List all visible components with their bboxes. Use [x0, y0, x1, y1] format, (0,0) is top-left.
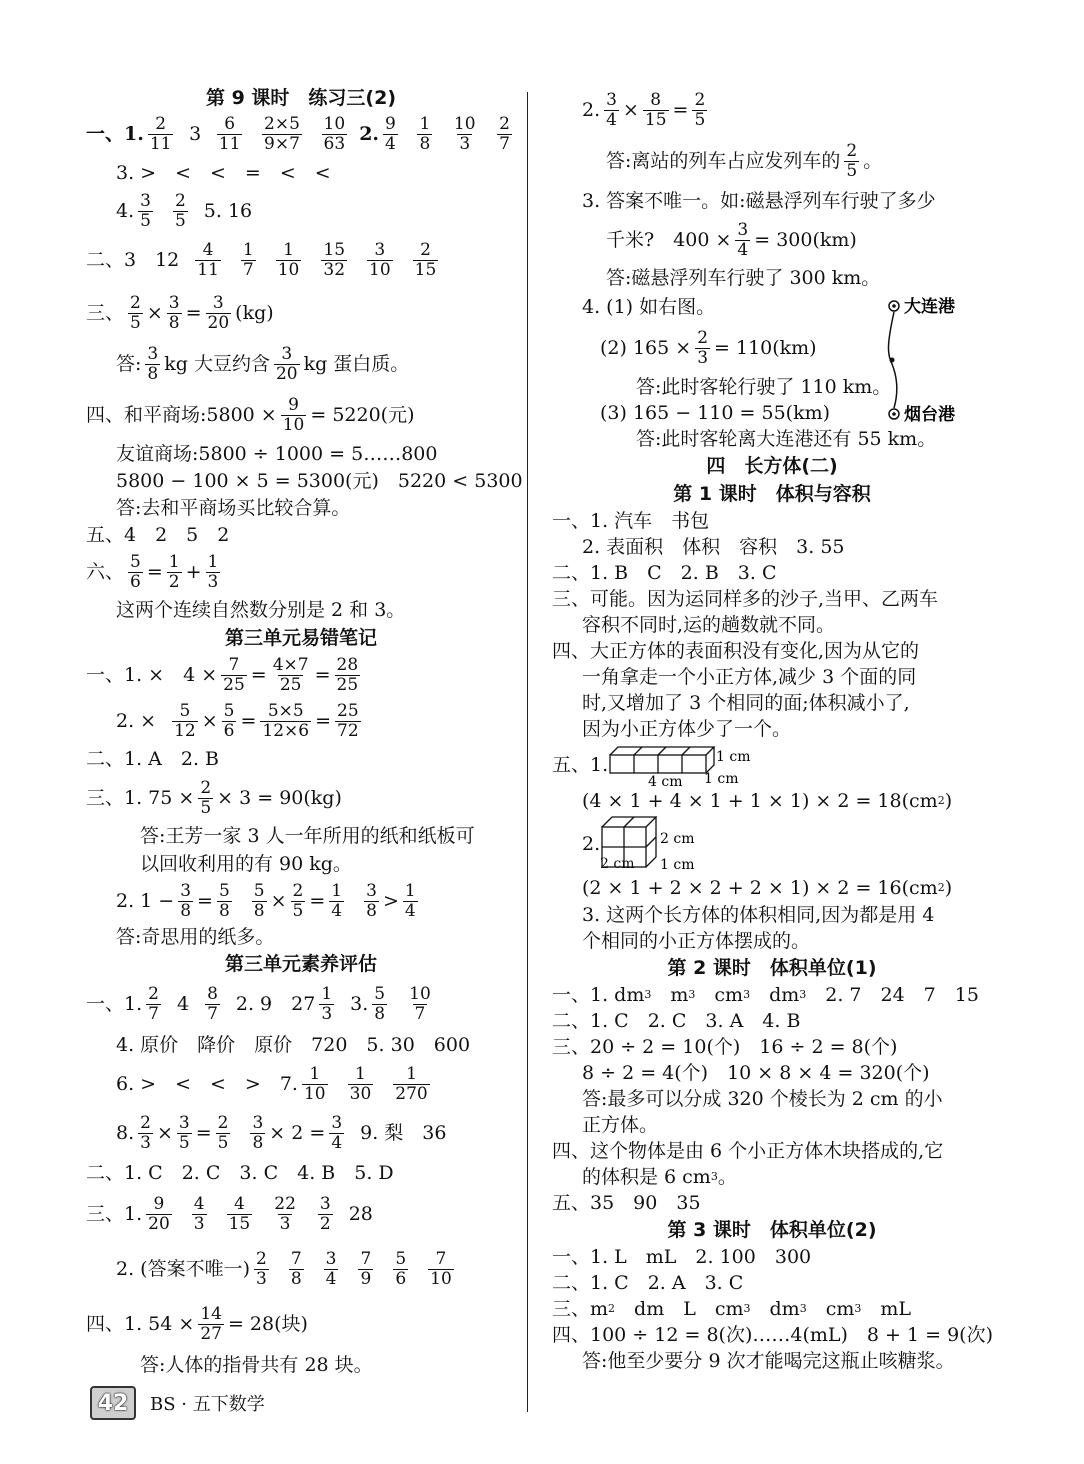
answer-line: 答:离站的列车占应发列车的 2 5 。 — [606, 140, 883, 181]
book-label: BS · 五下数学 — [150, 1394, 265, 1415]
section-heading: 第 1 课时 体积与容积 — [673, 483, 871, 505]
answer-line: 三、20 ÷ 2 = 10(个) 16 ÷ 2 = 8(个) — [552, 1036, 898, 1058]
answer-line: 答:磁悬浮列车行驶了 300 km。 — [606, 267, 881, 289]
answer-line: 三、 $\frac{2}{5}$ × $\frac{3}{8}$ = $\frac{3}{20}$ (kg) — [86, 292, 274, 333]
answer-line: 答:此时客轮行驶了 110 km。 — [636, 376, 892, 398]
answer-line: 一、1. L mL 2. 100 300 — [552, 1246, 812, 1268]
answer-line: 2. 2 cm 1 cm — [552, 814, 992, 874]
answer-line: 因为小正方体少了一个。 — [582, 718, 792, 740]
answer-line: 四、100 ÷ 12 = 8(次)……4(mL) 8 + 1 = 9(次) — [552, 1324, 993, 1346]
width-label: 1 cm — [704, 771, 739, 787]
column-divider — [527, 92, 528, 1412]
answer-line: 一角拿走一个小正方体,减少 3 个面的同 — [582, 666, 917, 688]
answer-line: 三、可能。因为运同样多的沙子,当甲、乙两车 — [552, 588, 939, 610]
answer-line: 一、1. 2 11 3 6 11 2×5 9×7 10 63 2. 9 4 1 8 10 3 2 7 — [86, 113, 510, 154]
height-label: 2 cm — [660, 831, 695, 847]
answer-line: 2. 表面积 体积 容积 3. 55 — [582, 536, 845, 558]
answer-line: (3) 165 − 110 = 55(km) — [600, 402, 831, 424]
answer-line: 四、和平商场:5800 × $\frac{9}{10}$ = 5220(元) — [86, 394, 415, 435]
page-number: 42 — [90, 1386, 136, 1420]
right-column: 2. $\frac{3}{4}$ × $\frac{8}{15}$ = $\frac{2}{5}$ 答:离站的列车占应发列车的 2 5 。 3. 答案不唯一。如:磁悬浮列车行驶了多少 千米? 400 × $\frac{3}{4}$ = 300(km) 答:磁悬浮列车行驶了 300 km。 大连港 烟台港 4. (1) 如右图。 (2) 165 × $\frac{2}{3}$ = 110(km) 答:此时客轮行驶了 110 km。 (3) 165 − 110 = 55(km) 答:此时客轮离大连港还有 55 km。 四 长方体(二) 第 1 课时 体积与容积 一、1. 汽车 书包 2. 表面积 体积 容积 3. 55 二、1. B C 2. B 3. C 三、可能。因为运同样多的沙子,当甲、乙两车 容积不同时,运的趟数就不同。 四、大正方体的表面积没有变化,因为从它的 一角拿走一个小正方体,减少 3 个面的同 时,又增加了 3 个相同的面;体积减小了, 因为小正方体少了一个。 五、1. 1 cm 4 cm 1 cm (4 × 1 + 4 × 1 + 1 × 1) × 2 = 18(cm 2 ) 2. 2 cm 1 cm 2 cm (2 × 1 + 2 × 2 + 2 × 1) × 2 = 16(cm 2 ) 3. 这两个长方体的体积相同,因为都是用 4 个相同的小正方体摆成的。 第 2 课时 体积单位(1) 一、1. dm 3 m 3 cm 3 dm 3 2. 7 24 7 15 二、1. C 2. C 3. A 4. B 三、20 ÷ 2 = 10(个) 16 ÷ 2 = 8(个) 8 ÷ 2 = 4(个) 10 × 8 × 4 = 320(个) 答:最多可以分成 320 个棱长为 2 cm 的小 正方体。 四、这个物体是由 6 个小正方体木块搭成的,它 的体积是 6 cm 3 。 五、35 90 35 第 3 课时 体积单位(2) 一、1. L mL 2. 100 300 二、1. C 2. A 3. C 三、m 2 dm L cm 3 dm 3 cm 3 mL 四、100 ÷ 12 = 8(次)……4(mL) 8 + 1 = 9(次) 答:他至少要分 9 次才能喝完这瓶止咳糖浆。 — [552, 84, 992, 1374]
answer-line: 二、1. C 2. A 3. C — [552, 1272, 744, 1294]
answer-line: 的体积是 6 cm 3 。 — [582, 1166, 737, 1188]
answer-line: 2. 1 − $\frac{3}{8}$ = $\frac{5}{8}$ $\frac{5}{8}$ × $\frac{2}{5}$ = $\frac{1}{4}$ 3 8 > 1 4 — [116, 880, 416, 921]
answer-line: 5800 − 100 × 5 = 5300(元) 5220 < 5300 — [116, 469, 523, 492]
answer-line: 一、1. × 4 × $\frac{7}{25}$ = $\frac{4\times 7}{25}$ = $\frac{28}{25}$ — [86, 654, 359, 695]
answer-line: (2) 165 × $\frac{2}{3}$ = 110(km) — [600, 327, 817, 368]
section-heading: 第 2 课时 体积单位(1) — [667, 957, 877, 979]
answer-line: 2. $\frac{3}{4}$ × $\frac{8}{15}$ = $\frac{2}{5}$ — [582, 89, 706, 130]
left-column — [86, 84, 523, 1380]
answer-line: 二、1. C 2. C 3. A 4. B — [552, 1010, 801, 1032]
answer-line: 2. (答案不唯一) 2 3 7 8 3 4 7 9 5 6 7 10 — [116, 1248, 452, 1289]
answer-line: 这两个连续自然数分别是 2 和 3。 — [116, 599, 406, 621]
answer-line: 六、 $\frac{5}{6}$ = $\frac{1}{2}$ + $\frac{1}{3}$ — [86, 551, 219, 592]
section-heading: 第 9 课时 练习三(2) — [205, 87, 397, 109]
section-heading: 第 3 课时 体积单位(2) — [667, 1219, 877, 1241]
answer-line: 二、1. B C 2. B 3. C — [552, 562, 777, 584]
answer-line: 时,又增加了 3 个相同的面;体积减小了, — [582, 692, 910, 714]
answer-line: 答:最多可以分成 320 个棱长为 2 cm 的小 — [582, 1088, 943, 1110]
answer-line: 四、这个物体是由 6 个小正方体木块搭成的,它 — [552, 1140, 944, 1162]
answer-line: 五、35 90 35 — [552, 1192, 701, 1214]
answer-line: 个相同的小正方体摆成的。 — [582, 930, 811, 952]
answer-line: 答:奇思用的纸多。 — [116, 926, 275, 948]
chapter-heading: 四 长方体(二) — [706, 455, 838, 477]
answer-line: 友谊商场:5800 ÷ 1000 = 5……800 — [116, 442, 438, 465]
answer-line: 二、1. A 2. B — [86, 748, 220, 770]
answer-line: (4 × 1 + 4 × 1 + 1 × 1) × 2 = 18(cm 2 ) — [582, 790, 953, 812]
page-footer — [90, 1386, 265, 1420]
answer-line: (2 × 1 + 2 × 2 + 2 × 1) × 2 = 16(cm 2 ) — [582, 877, 953, 899]
answer-line: 答:他至少要分 9 次才能喝完这瓶止咳糖浆。 — [582, 1350, 955, 1372]
answer-line: 3. 这两个长方体的体积相同,因为都是用 4 — [582, 904, 935, 926]
answer-line: 4. 3 5 2 5 5. 16 — [116, 190, 253, 231]
answer-line: 以回收利用的有 90 kg。 — [140, 853, 352, 875]
section-heading: 第三单元易错笔记 — [224, 627, 377, 649]
answer-line: 8. $\frac{2}{3}$ × $\frac{3}{5}$ = $\frac{2}{5}$ $\frac{3}{8}$ × 2 = $\frac{3}{4}$ 9. 梨 36 — [116, 1112, 447, 1153]
answer-line: 4. 原价 降价 原价 720 5. 30 600 — [116, 1034, 471, 1056]
answer-line: 四、1. 54 × $\frac{14}{27}$ = 28(块) — [86, 1303, 308, 1344]
answer-line: 二、3 12 4 11 1 7 1 10 15 32 3 10 2 15 — [86, 239, 437, 280]
answer-line: 千米? 400 × $\frac{3}{4}$ = 300(km) — [606, 219, 857, 260]
answer-line: 2. × $\frac{5}{12}$ × $\frac{5}{6}$ = $\frac{5\times 5}{12\times 6}$ = $\frac{25}{72}$ — [116, 700, 359, 741]
answer-line: 答:此时客轮离大连港还有 55 km。 — [636, 428, 937, 450]
section-heading: 第三单元素养评估 — [224, 953, 377, 975]
answer-line: 三、m 2 dm L cm 3 dm 3 cm 3 mL — [552, 1298, 911, 1320]
cuboid-4x1x1-figure — [608, 743, 758, 787]
answer-line: 正方体。 — [582, 1114, 659, 1136]
answer-line: 五、4 2 5 2 — [86, 523, 230, 546]
answer-line: 四、大正方体的表面积没有变化,因为从它的 — [552, 640, 920, 662]
answer-line: 4. (1) 如右图。 — [582, 296, 716, 318]
answer-line: 答: 3 8 kg 大豆约含 3 20 kg 蛋白质。 — [116, 343, 410, 384]
answer-line: 答:去和平商场买比较合算。 — [116, 496, 351, 519]
answer-line: 3. > < < = < < — [116, 162, 331, 184]
answer-line: 3. 答案不唯一。如:磁悬浮列车行驶了多少 — [582, 190, 936, 212]
answer-line: 三、1. 75 × $\frac{2}{5}$ × 3 = 90(kg) — [86, 777, 342, 818]
dalian-port-label: 大连港 — [904, 297, 955, 317]
answer-line: 一、1. 2 7 4 8 7 2. 9 27 1 3 3. 5 8 10 7 — [86, 983, 431, 1024]
answer-line: 三、1. 9 20 4 3 4 15 22 3 3 2 28 — [86, 1193, 373, 1234]
answer-line: 答:王芳一家 3 人一年所用的纸和纸板可 — [140, 825, 475, 847]
height-label: 1 cm — [716, 749, 751, 765]
width-label: 1 cm — [660, 857, 695, 873]
answer-line: 容积不同时,运的趟数就不同。 — [582, 614, 836, 636]
answer-line: 二、1. C 2. C 3. C 4. B 5. D — [86, 1162, 394, 1184]
answer-line: 一、1. dm 3 m 3 cm 3 dm 3 2. 7 24 7 15 — [552, 984, 979, 1006]
answer-line: 8 ÷ 2 = 4(个) 10 × 8 × 4 = 320(个) — [582, 1062, 930, 1084]
answer-line: 一、1. 汽车 书包 — [552, 510, 710, 532]
yantai-port-label: 烟台港 — [904, 405, 955, 424]
length-label: 4 cm — [648, 774, 683, 787]
answer-line: 答:人体的指骨共有 28 块。 — [140, 1354, 373, 1376]
answer-line: 6. > < < > 7. 1 10 1 30 1 270 — [116, 1063, 428, 1104]
answer-line: 五、1. 1 cm 4 cm 1 cm — [552, 742, 992, 788]
